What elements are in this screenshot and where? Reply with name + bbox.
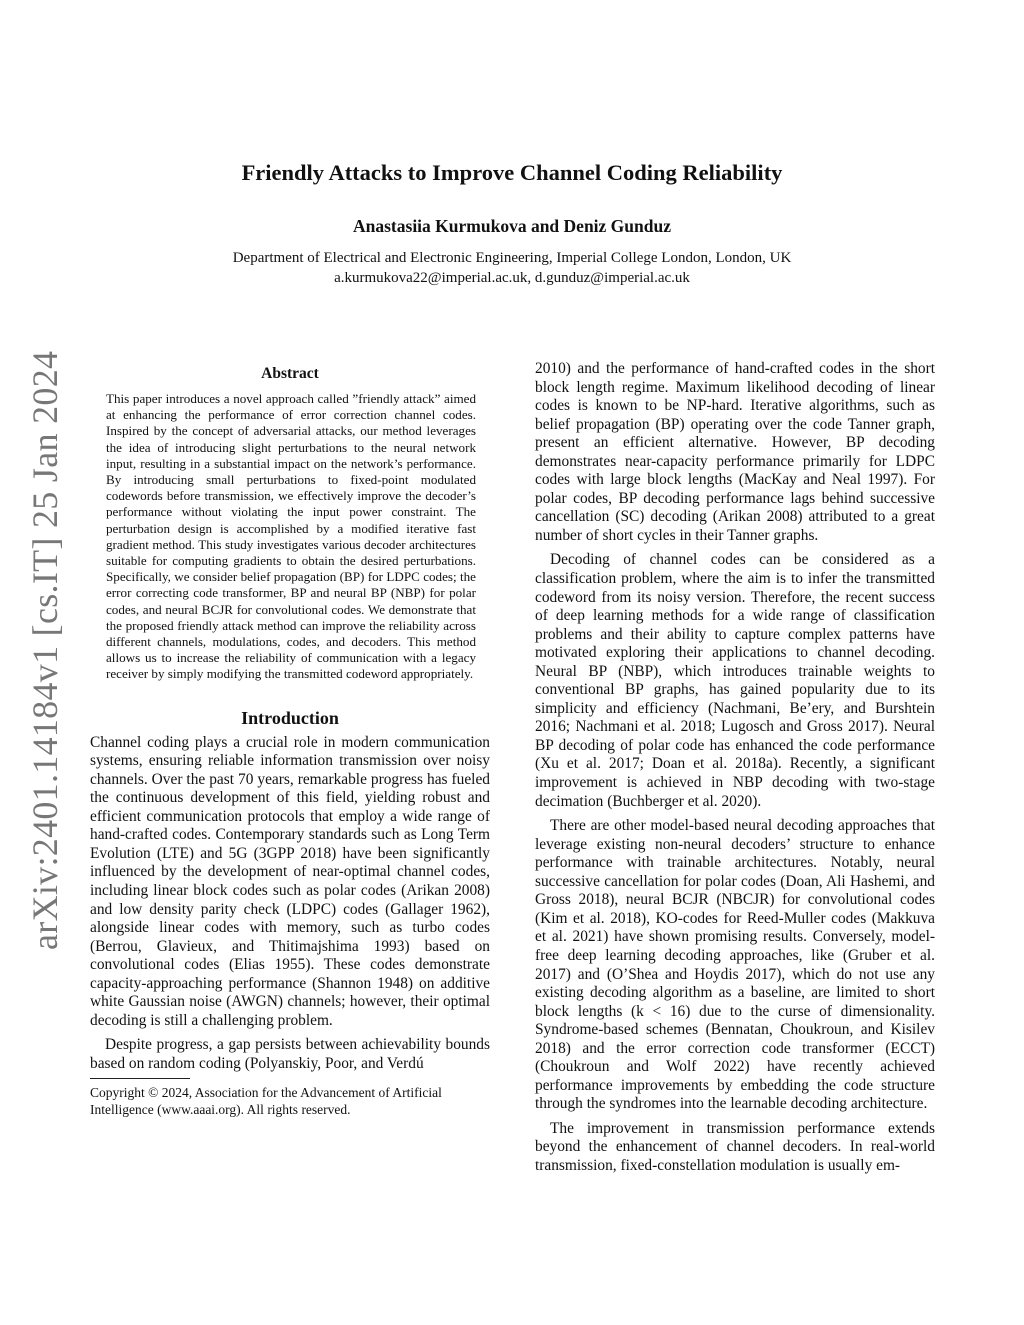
intro-paragraph: Channel coding plays a crucial role in modern communication systems, ensuring reliable information transmission over noisy channels. Over the past 70 years, remarkable progress has fueled the continuous development of this field, yielding robust and efficient communication protocols that employ a wide range of hand-crafted codes. Contemporary standards such as Long Term Evolution (LTE) and 5G (3GPP 2018) have been significantly influenced by the development of near-optimal channel codes, including linear block codes such as polar codes (Arikan 2008) and low density parity check (LDPC) codes (Gallager 1962), alongside linear codes with memory, such as turbo codes (Berrou, Glavieux, and Thitimajshima 1993) based on convolutional codes (Elias 1955). These codes demonstrate capacity-approaching performance (Shannon 1948) on additive white Gaussian noise (AWGN) channels; however, their optimal decoding is still a challenging problem. bbox=[90, 733, 490, 1029]
arxiv-identifier: arXiv:2401.14184v1 [cs.IT] 25 Jan 2024 bbox=[25, 350, 65, 950]
copyright-footnote: Copyright © 2024, Association for the Advancement of Artificial Intelligence (www.aaai.org). All rights reserved. bbox=[90, 1084, 442, 1117]
intro-paragraph: 2010) and the performance of hand-crafted codes in the short block length regime. Maximum likelihood decoding of linear codes is known to be NP-hard. Iterative algorithms, such as belief propagation (BP) operating over the code Tanner graph, present an efficient alternative. However, BP decoding demonstrates near-capacity performance primarily for LDPC codes with large block lengths (MacKay and Neal 1997). For polar codes, BP decoding performance lags behind successive cancellation (SC) decoding (Arikan 2008) attributed to a great number of short cycles in their Tanner graphs. bbox=[535, 360, 935, 544]
right-column bbox=[535, 360, 935, 1176]
author-list: Anastasiia Kurmukova and Deniz Gunduz bbox=[353, 216, 671, 236]
paper-title: Friendly Attacks to Improve Channel Coding Reliability bbox=[241, 160, 783, 185]
footnote-rule bbox=[90, 1078, 190, 1079]
introduction-heading: Introduction bbox=[241, 707, 339, 728]
author-emails: a.kurmukova22@imperial.ac.uk, d.gunduz@imperial.ac.uk bbox=[334, 270, 690, 286]
intro-paragraph: Decoding of channel codes can be considered as a classification problem, where the aim is to infer the transmitted codeword from its noisy version. Therefore, the recent success of deep learning methods for a wide range of classification problems and their ability to capture complex patterns have motivated exploring their applications to channel decoding. Neural BP (NBP), which introduces trainable weights to conventional BP graphs, has gained popularity due to its simplicity and efficiency (Nachmani, Be’ery, and Burshtein 2016; Nachmani et al. 2018; Lugosch and Gross 2017). Neural BP decoding of polar code has enhanced the code performance (Xu et al. 2017; Doan et al. 2018a). Recently, a significant improvement is achieved in NBP decoding with two-stage decimation (Buchberger et al. 2020). bbox=[535, 551, 935, 810]
affiliation-block bbox=[0, 248, 1024, 288]
affiliation: Department of Electrical and Electronic Engineering, Imperial College London, London, UK bbox=[232, 250, 792, 266]
intro-paragraph: The improvement in transmission performance extends beyond the enhancement of channel decoders. In real-world transmission, fixed-constellation modulation is usually em- bbox=[535, 1119, 935, 1174]
abstract-text: This paper introduces a novel approach called ”friendly attack” aimed at enhancing the performance of error correction channel codes. Inspired by the concept of adversarial attacks, our method leverages the idea of introducing slight perturbations to the neural network input, resulting in a substantial impact on the network’s performance. By introducing small perturbations to fixed-point modulated codewords before transmission, we effectively improve the decoder’s performance without violating the input power constraint. The perturbation design is accomplished by a modified iterative fast gradient method. This study investigates various decoder architectures suitable for computing gradients to obtain the desired perturbations. Specifically, we consider belief propagation (BP) for LDPC codes; the error correcting code transformer, BP and neural BP (NBP) for polar codes, and neural BCJR for convolutional codes. We demonstrate that the proposed friendly attack method can improve the reliability across different channels, modulations, codes, and decoders. This method allows us to increase the reliability of communication with a legacy receiver by simply modifying the transmitted codeword appropriately. bbox=[106, 391, 476, 682]
left-column bbox=[90, 360, 490, 1118]
abstract-heading: Abstract bbox=[261, 365, 319, 382]
intro-paragraph: Despite progress, a gap persists between achievability bounds based on random coding (Polyanskiy, Poor, and Verdú bbox=[90, 1036, 490, 1072]
intro-paragraph: There are other model-based neural decoding approaches that leverage existing non-neural decoders’ structure to enhance performance with trainable architectures. Notably, neural successive cancellation for polar codes (Doan, Ali Hashemi, and Gross 2018), neural BCJR (NBCJR) for convolutional codes (Kim et al. 2018), KO-codes for Reed-Muller codes (Makkuva et al. 2021) have shown promising results. Conversely, model-free deep learning decoding approaches, like (Gruber et al. 2017) and (O’Shea and Hoydis 2017), which do not use any existing decoding algorithm as a baseline, are limited to short block lengths (k < 16) due to the curse of dimensionality. Syndrome-based schemes (Bennatan, Choukroun, and Kisilev 2018) and the error correction code transformer (ECCT) (Choukroun and Wolf 2022) have recently achieved performance improvements by embedding the code structure through the syndromes into the learnable decoding architecture. bbox=[535, 817, 935, 1113]
